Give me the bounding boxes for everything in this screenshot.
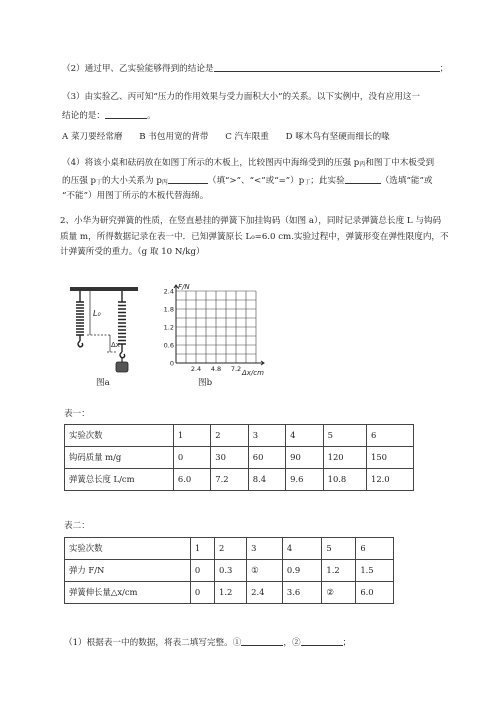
table1-cell: 9.6 [286,469,323,491]
q6-text: （1）根据表一中的数据，将表二填写完整。① [64,638,242,648]
table2-cell: 4 [282,538,321,560]
table2-cell: 1.2 [215,582,247,604]
q2-text: （2）通过甲、乙实验能够得到的结论是 [62,64,214,74]
q6-mid: ，② [283,638,301,648]
table2-cell: 1.5 [356,560,394,582]
chart-grid [176,291,256,363]
table2-cell: 弹簧伸长量△x/cm [65,582,191,604]
table2-cell: 5 [322,538,356,560]
label-l0: L₀ [93,309,101,318]
q3-line2: 结论的是： [62,110,105,121]
table-2 [64,537,394,604]
table2-cell: 1 [190,538,214,560]
answer-blank-q4-2[interactable] [345,174,381,184]
y-tick-label: 1.8 [163,305,174,314]
table1-cell: 7.2 [211,469,248,491]
y-tick-label: 1.2 [163,323,174,332]
table2-cell: 0.9 [282,560,321,582]
q4-line1-end: 和图丁中木板受到 [365,158,435,168]
table-1 [64,424,414,491]
table2-cell: ② [322,582,356,604]
table2-cell: 3.6 [282,582,321,604]
table2-cell: 实验次数 [65,538,191,560]
q4-line3: “不能”）用图丁所示的木板代替海绵。 [62,191,209,202]
option-b[interactable]: B 书包用宽的背带 [139,132,209,142]
table2-cell: 0 [190,560,214,582]
q6-end: ； [342,638,352,648]
q4-line2-e: （选填“能”或 [380,175,433,186]
chart-ticks [164,288,242,374]
answer-blank-2[interactable] [301,636,343,646]
figure-a-caption: 图a [96,378,110,388]
table2-cell: 0 [190,582,214,604]
table1-cell: 90 [286,447,323,469]
q4-line1: （4）将该小桌和砝码放在如图丁所示的木板上，比较图丙中海绵受到的压强 p [62,158,360,168]
y-tick-label: 0 [169,359,174,368]
question-3 [62,92,464,122]
table1-cell: 钩码质量 m/g [65,447,174,469]
table2-row-2 [65,560,394,582]
q3-line1: （3）由实验乙、丙可知“压力的作用效果与受力面积大小”的关系。以下实例中，没有应用这一 [62,92,421,102]
q5-line2: 质量 m，所得数据记录在表一中．已知弹簧原长 L₀=6.0 cm.实验过程中，弹簧形变在弹性限度内，不 [60,231,449,242]
table1-cell: 弹簧总长度 L/cm [65,469,174,491]
table1-cell: 12.0 [366,469,413,491]
table1-row-2 [65,447,414,469]
table1-caption: 表一： [64,409,90,419]
table1-cell: 5 [323,425,366,447]
q3-options [62,132,464,144]
answer-blank-q3[interactable] [105,109,147,119]
answer-blank-1[interactable] [241,636,283,646]
table2-cell: 3 [247,538,283,560]
spring-left [76,291,84,347]
table1-cell: 30 [211,447,248,469]
q4-sub-ding-2: 丁 [304,178,311,186]
q4-line2-a: 的压强 p [62,175,97,186]
q3-end: 。 [146,110,156,121]
table2-row-1 [65,538,394,560]
figure-a-springs [70,284,140,380]
table1-cell: 0 [173,447,210,469]
answer-blank-q4-1[interactable] [168,174,208,184]
table2-cell: 6.0 [356,582,394,604]
y-axis [174,285,178,363]
chart-ylabel: F/N [178,283,190,291]
x-tick-label: 2.4 [190,365,202,373]
option-a[interactable]: A 菜刀要经常磨 [62,132,123,142]
answer-blank-q2[interactable] [214,62,440,72]
table1-cell: 60 [248,447,285,469]
q5-line3: 计弹簧所受的重力。（g 取 10 N/kg） [60,247,205,258]
table2-cell: 2 [215,538,247,560]
chart-xlabel: Δx/cm [242,369,264,377]
y-tick-label: 2.4 [163,287,174,296]
table2-caption: 表二： [64,521,90,531]
chart-axes [174,285,264,365]
table2-cell: 弹力 F/N [65,560,191,582]
table1-row-1 [65,425,414,447]
figure-b-caption: 图b [198,378,213,388]
question-4 [62,158,464,203]
table1-cell: 3 [248,425,285,447]
option-d[interactable]: D 啄木鸟有坚硬而细长的喙 [285,132,390,142]
q4-sub-bing: 丙 [359,161,366,168]
question-spring-1 [64,636,464,650]
q4-line2-d: ；此实验 [310,175,345,186]
y-tick-label: 0.6 [163,341,174,350]
label-dx: Δx [111,341,120,349]
q4-sub-ding-1: 丁 [96,178,103,186]
q5-line1: 2、小华为研究弹簧的性质，在竖直悬挂的弹簧下加挂钩码（如图 a），同时记录弹簧总长度 L 与钩码 [60,216,442,226]
table1-cell: 8.4 [248,469,285,491]
table2-cell: 2.4 [247,582,283,604]
table1-cell: 1 [173,425,210,447]
q4-line2-b: 的大小关系为 p [102,175,162,186]
table2-cell: 6 [356,538,394,560]
table1-cell: 6 [366,425,413,447]
table1-cell: 120 [323,447,366,469]
table2-cell: 0.3 [215,560,247,582]
figure-b-chart [158,283,268,379]
table1-cell: 2 [211,425,248,447]
q2-end: ； [439,64,449,74]
option-c[interactable]: C 汽车限重 [225,132,269,142]
hook-weight [116,362,128,372]
question-2 [62,62,464,76]
q4-sub-bing-2: 丙 [161,178,168,186]
x-tick-label: 7.2 [230,365,242,373]
question-spring [60,216,464,259]
table1-cell: 150 [366,447,413,469]
table1-cell: 10.8 [323,469,366,491]
table1-cell: 实验次数 [65,425,174,447]
table1-row-3 [65,469,414,491]
table2-cell: 1.2 [322,560,356,582]
table2-row-3 [65,582,394,604]
q4-line2-c: （填“>”、“<”或“=”）p [207,175,305,186]
table1-cell: 4 [286,425,323,447]
table2-cell: ① [247,560,283,582]
ceiling-bar [70,287,138,291]
table1-cell: 6.0 [173,469,210,491]
x-tick-label: 4.8 [210,365,222,373]
